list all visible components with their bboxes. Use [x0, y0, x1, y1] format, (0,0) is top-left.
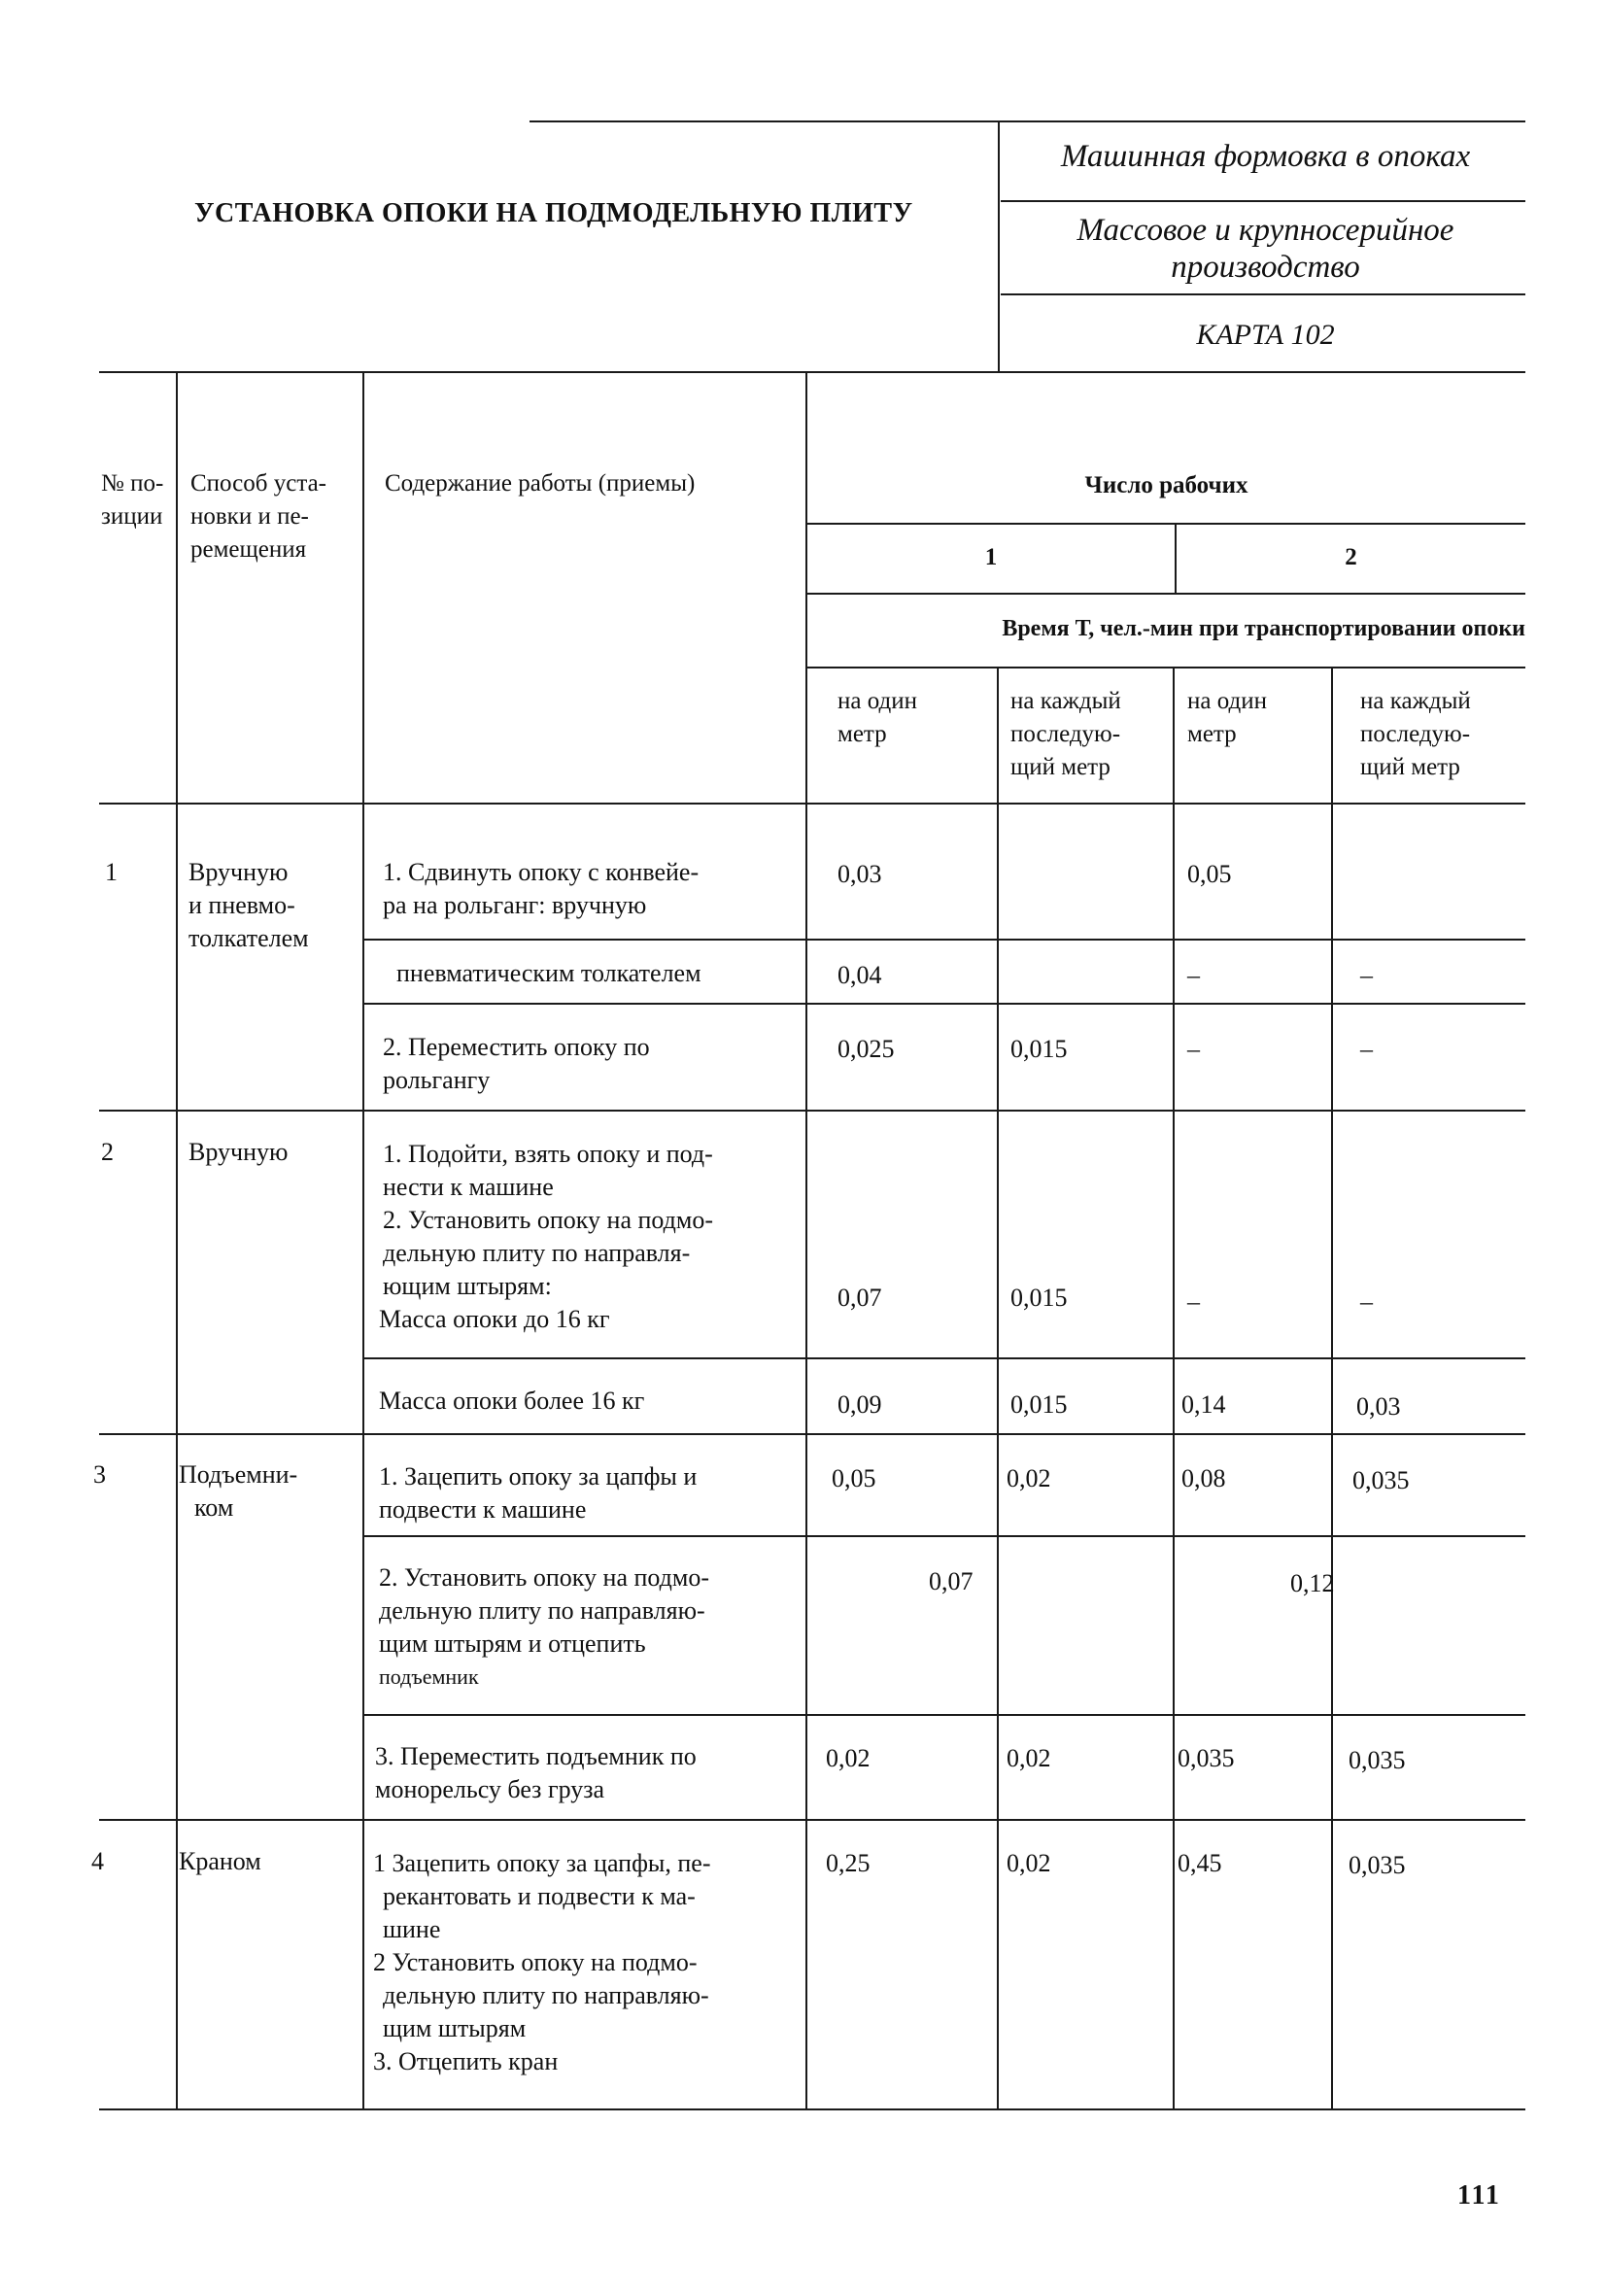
value-cell: – [1360, 1035, 1373, 1063]
merged-cell-mask [999, 1537, 1172, 1713]
col-header-pos: № по- [101, 470, 164, 497]
work-step: дельную плиту по направляю- [383, 1981, 709, 2009]
work-step: дельную плиту по направля- [383, 1239, 691, 1267]
value-cell: 0,14 [1181, 1390, 1226, 1419]
col-divider-v1 [997, 667, 999, 2110]
work-step: 3. Отцепить кран [373, 2047, 559, 2075]
merged-cell-mask [1333, 1537, 1525, 1713]
method-text: ком [194, 1493, 234, 1522]
header-rule [1001, 293, 1525, 295]
work-step: шине [383, 1915, 441, 1943]
work-step: рекантовать и подвести к ма- [383, 1882, 696, 1910]
subheader-each-next: щий метр [1360, 754, 1460, 780]
merged-value-cell: 0,12 [1290, 1569, 1335, 1597]
col-header-two-workers: 2 [1345, 544, 1357, 570]
value-cell: 0,02 [1007, 1744, 1051, 1772]
value-cell: 0,45 [1178, 1849, 1222, 1877]
position-rule [99, 1110, 1525, 1112]
subheader-each-next: на каждый [1360, 688, 1471, 714]
method-text: Подъемни- [179, 1460, 298, 1489]
subheader-each-next: на каждый [1010, 688, 1121, 714]
table-bottom-rule [99, 2108, 1525, 2110]
value-cell: 0,05 [832, 1464, 876, 1492]
method-text: и пневмо- [188, 891, 295, 919]
work-step: пневматическим толкателем [396, 959, 701, 987]
col-header-method: новки и пе- [190, 503, 309, 530]
row-rule [364, 1357, 1525, 1359]
col-divider-pos [176, 371, 178, 2110]
work-step: монорельсу без груза [375, 1775, 605, 1803]
work-step: 2 Установить опоку на подмо- [373, 1948, 698, 1976]
value-cell: 0,02 [1007, 1464, 1051, 1492]
value-cell: – [1360, 961, 1373, 989]
value-cell: 0,035 [1352, 1466, 1410, 1494]
value-cell: 0,07 [837, 1284, 882, 1312]
method-text: Краном [179, 1847, 261, 1875]
position-number: 1 [105, 858, 118, 886]
col-divider-v3 [1331, 667, 1333, 2110]
value-cell: 0,05 [1187, 860, 1232, 888]
production-type-line1: Массовое и крупносерийное [1076, 213, 1454, 248]
card-number: КАРТА 102 [1196, 319, 1335, 351]
row-rule [364, 1714, 1525, 1716]
value-cell: 0,09 [837, 1390, 882, 1419]
col-header-time: Время Т, чел.-мин при транспортировании опоки [1002, 616, 1525, 641]
work-step: нести к машине [383, 1173, 554, 1201]
value-cell: 0,035 [1178, 1744, 1235, 1772]
value-cell: 0,015 [1010, 1390, 1068, 1419]
work-step: щим штырям [383, 2014, 527, 2042]
subheader-per-meter: на один [837, 688, 917, 714]
table-top-rule [99, 371, 1525, 373]
process-type: Машинная формовка в опоках [1060, 139, 1471, 174]
row-rule [364, 1003, 1525, 1005]
method-text: толкателем [188, 924, 309, 952]
value-cell: 0,03 [837, 860, 882, 888]
value-cell: 0,035 [1349, 1746, 1406, 1774]
work-step: щим штырям и отцепить [379, 1629, 646, 1658]
col-header-workers: Число рабочих [1084, 472, 1248, 498]
merged-value-cell: 0,07 [929, 1567, 974, 1595]
value-cell: 0,025 [837, 1035, 895, 1063]
time-rule [807, 593, 1525, 595]
page-title: УСТАНОВКА ОПОКИ НА ПОДМОДЕЛЬНУЮ ПЛИТУ [194, 198, 913, 228]
work-step: Масса опоки до 16 кг [379, 1305, 610, 1333]
value-cell: 0,08 [1181, 1464, 1226, 1492]
value-cell: – [1187, 1287, 1200, 1316]
workers-rule [807, 523, 1525, 525]
col-divider-v2 [1173, 667, 1175, 2110]
work-step: подвести к машине [379, 1495, 587, 1524]
value-cell: 0,035 [1349, 1851, 1406, 1879]
value-cell: – [1360, 1287, 1373, 1316]
value-cell: 0,25 [826, 1849, 871, 1877]
header-divider [998, 120, 1000, 371]
value-cell: 0,015 [1010, 1035, 1068, 1063]
value-cell: 0,02 [826, 1744, 871, 1772]
header-bottom-rule [99, 803, 1525, 805]
position-number: 3 [93, 1460, 106, 1489]
col-header-one-worker: 1 [984, 544, 998, 570]
value-cell: 0,04 [837, 961, 882, 989]
position-number: 2 [101, 1138, 114, 1166]
top-rule [530, 120, 1525, 122]
production-type-line2: производство [1171, 250, 1360, 285]
subheader-per-meter: на один [1187, 688, 1267, 714]
work-step: Масса опоки более 16 кг [379, 1387, 645, 1415]
work-step: дельную плиту по направляю- [379, 1596, 705, 1625]
col-divider-method [362, 371, 364, 2110]
subheader-per-meter: метр [1187, 721, 1237, 747]
subhead-rule [807, 667, 1525, 668]
position-number: 4 [91, 1847, 104, 1875]
value-cell: 0,03 [1356, 1392, 1401, 1421]
work-step: рольгангу [383, 1066, 491, 1094]
work-step: ющим штырям: [383, 1272, 552, 1300]
value-cell: 0,015 [1010, 1284, 1068, 1312]
method-text: Вручную [188, 1138, 289, 1166]
header-rule [1001, 200, 1525, 202]
work-step: 3. Переместить подъемник по [375, 1742, 697, 1770]
position-rule [99, 1819, 1525, 1821]
value-cell: – [1187, 1035, 1200, 1063]
work-step: ра на рольганг: вручную [383, 891, 647, 919]
method-text: Вручную [188, 858, 289, 886]
col-header-method: Способ уста- [190, 470, 326, 497]
work-step: 1. Зацепить опоку за цапфы и [379, 1462, 698, 1491]
value-cell: 0,02 [1007, 1849, 1051, 1877]
work-step: 2. Установить опоку на подмо- [379, 1563, 710, 1592]
work-step: подъемник [379, 1664, 479, 1689]
row-rule [364, 939, 1525, 941]
position-rule [99, 1433, 1525, 1435]
subheader-each-next: последую- [1010, 721, 1121, 747]
subheader-each-next: последую- [1360, 721, 1471, 747]
work-step: 1 Зацепить опоку за цапфы, пе- [373, 1849, 711, 1877]
page-number: 111 [1457, 2180, 1501, 2210]
subheader-per-meter: метр [837, 721, 887, 747]
col-header-pos: зиции [101, 503, 163, 530]
col-header-method: ремещения [190, 536, 307, 563]
work-step: 1. Подойти, взять опоку и под- [383, 1140, 713, 1168]
subheader-each-next: щий метр [1010, 754, 1111, 780]
work-step: 1. Сдвинуть опоку с конвейе- [383, 858, 700, 886]
value-cell: – [1187, 961, 1200, 989]
work-step: 2. Установить опоку на подмо- [383, 1206, 714, 1234]
work-step: 2. Переместить опоку по [383, 1033, 650, 1061]
col-header-content: Содержание работы (приемы) [385, 470, 696, 497]
